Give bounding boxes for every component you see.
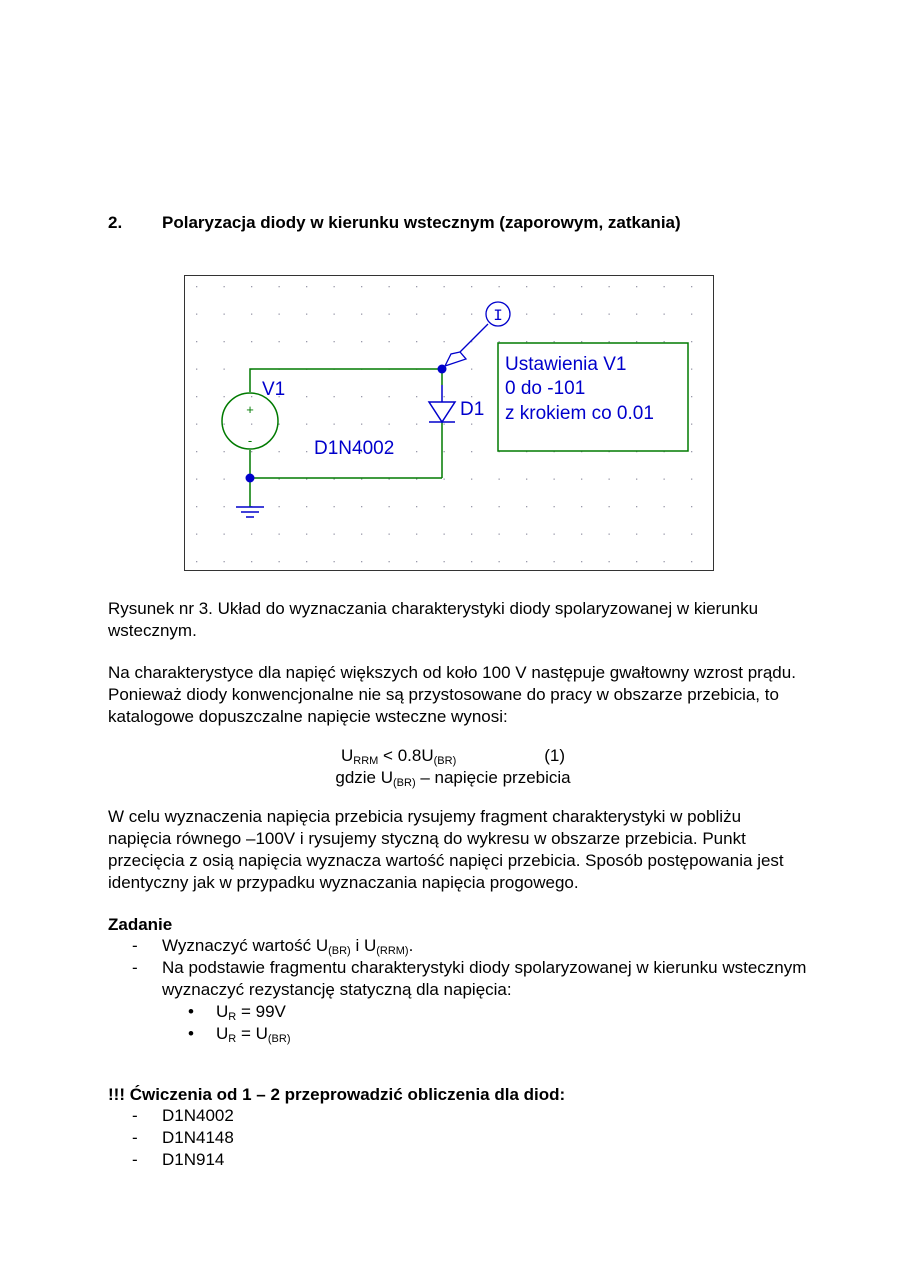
settings-line-1: Ustawienia V1 bbox=[505, 354, 627, 375]
formula-line: $U_{RRM} < 0.8U_{(BR)}$ (1) bbox=[340, 746, 566, 767]
list-item: - D1N4148 bbox=[132, 1128, 234, 1147]
paragraph-method: W celu wyznaczenia napięcia przebicia rysujemy fragment charakterystyki w pobliżu napięcia równego –100V i rysujemy styczną do wykresu w obszarze przebicia. Punkt przecięcia z osią napięcia wyznacza wartość napięci przebicia. Sposób postępowania jest identyczny jak w przypadku wyznaczania napięcia progowego. bbox=[108, 807, 784, 892]
circuit-figure bbox=[184, 275, 714, 571]
diode-model-label: D1N4002 bbox=[314, 438, 395, 459]
list-item: • $U_R = 99V$ bbox=[188, 1002, 286, 1023]
task-title: Zadanie bbox=[108, 915, 173, 934]
formula-explanation: gdzie $U_{(BR)}$ – napięcie przebicia bbox=[335, 768, 571, 789]
list-item: • $U_R = U_{(BR)}$ bbox=[188, 1024, 291, 1045]
source-minus-sign: - bbox=[247, 433, 253, 448]
list-item: - Wyznaczyć wartość $U_{(BR)}$ i $U_{(RRM)}$. bbox=[132, 936, 414, 957]
section-number: 2. bbox=[108, 213, 123, 232]
junction-node bbox=[246, 474, 255, 483]
list-item: - Na podstawie fragmentu charakterystyki diody spolaryzowanej w kierunku wstecznym wyznaczyć rezystancję statyczną dla napięcia: • $U_R = 99V$ • $U_R = U_{(BR)}$ bbox=[132, 958, 807, 1045]
task-list bbox=[108, 935, 808, 1045]
figure-caption: Rysunek nr 3. Układ do wyznaczania charakterystyki diody spolaryzowanej w kierunku wstecznym. bbox=[108, 599, 759, 640]
voltage-bullets bbox=[162, 1001, 808, 1045]
probe-label: I bbox=[493, 307, 503, 325]
exercise-title: !!! Ćwiczenia od 1 – 2 przeprowadzić obliczenia dla diod: bbox=[108, 1085, 566, 1104]
settings-line-2: 0 do -101 bbox=[505, 378, 586, 399]
source-label: V1 bbox=[262, 379, 286, 400]
diode-label: D1 bbox=[460, 399, 485, 420]
formula-number: (1) bbox=[544, 746, 566, 765]
settings-line-3: z krokiem co 0.01 bbox=[505, 403, 654, 424]
source-plus-sign: + bbox=[246, 402, 254, 417]
section-heading bbox=[108, 213, 681, 233]
list-item: - D1N914 bbox=[132, 1150, 225, 1169]
list-item: - D1N4002 bbox=[132, 1106, 234, 1125]
diode-list bbox=[108, 1105, 808, 1171]
section-title: Polaryzacja diody w kierunku wstecznym (zaporowym, zatkania) bbox=[162, 213, 681, 232]
paragraph-breakdown: Na charakterystyce dla napięć większych od koło 100 V następuje gwałtowny wzrost prądu. Ponieważ diody konwencjonalne nie są przystosowane do pracy w obszarze przebicia, to katalogowe dopuszczalne napięcie wsteczne wynosi: bbox=[108, 663, 796, 726]
